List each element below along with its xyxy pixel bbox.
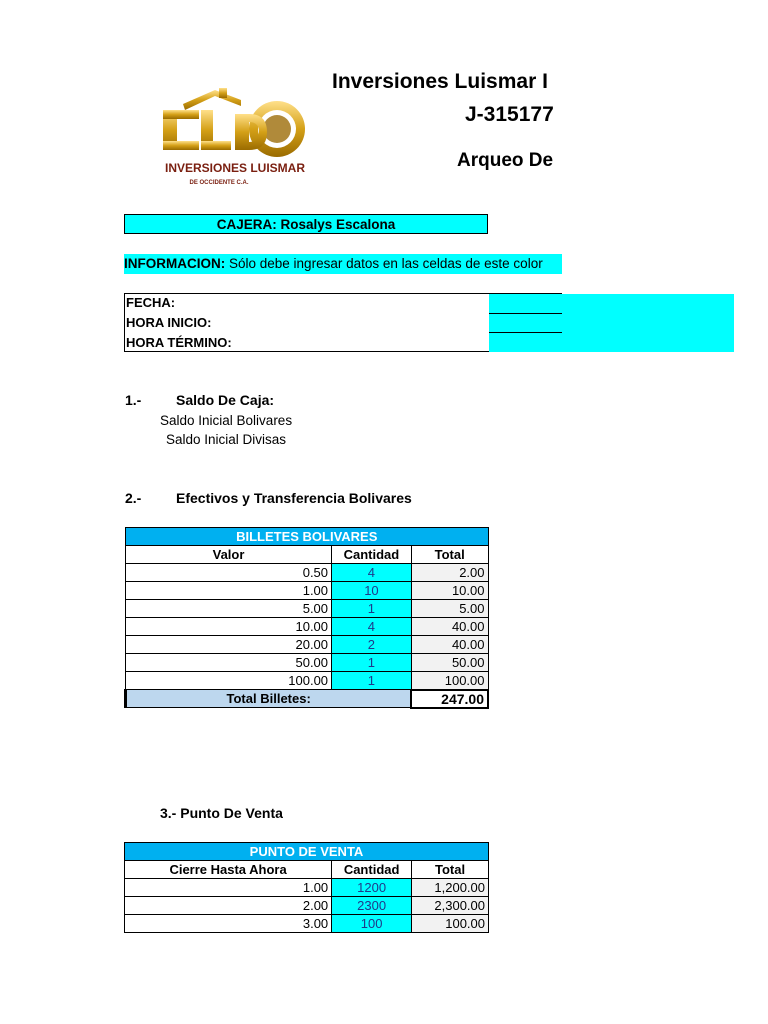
total-cell: 40.00 <box>411 636 488 654</box>
input-cells-overflow <box>562 294 734 352</box>
cantidad-input[interactable]: 1 <box>332 600 412 618</box>
punto-venta-title: PUNTO DE VENTA <box>125 843 489 861</box>
company-title: Inversiones Luismar I <box>332 70 548 93</box>
section3-title: 3.- Punto De Venta <box>160 805 283 821</box>
billetes-table <box>124 527 489 709</box>
table-row <box>126 618 489 636</box>
cierre-cell: 2.00 <box>125 897 332 915</box>
cierre-cell: 1.00 <box>125 879 332 897</box>
hora-inicio-input[interactable] <box>489 313 562 332</box>
fecha-label: FECHA: <box>126 295 176 310</box>
cantidad-input[interactable]: 2300 <box>332 897 412 915</box>
col-cantidad-header: Cantidad <box>332 861 412 879</box>
logo-graphic <box>155 84 315 188</box>
total-cell: 10.00 <box>411 582 488 600</box>
valor-cell: 0.50 <box>126 564 332 582</box>
col-total-header: Total <box>411 546 488 564</box>
section2-title: Efectivos y Transferencia Bolivares <box>176 490 412 506</box>
valor-cell: 10.00 <box>126 618 332 636</box>
punto-venta-table <box>124 842 489 933</box>
cierre-cell: 3.00 <box>125 915 332 933</box>
total-cell: 100.00 <box>411 672 488 690</box>
total-billetes-row <box>126 690 489 708</box>
total-cell: 2,300.00 <box>412 897 489 915</box>
total-cell: 50.00 <box>411 654 488 672</box>
col-total-header: Total <box>412 861 489 879</box>
col-valor-header: Valor <box>126 546 332 564</box>
table-row <box>126 582 489 600</box>
company-rif: J-315177 <box>465 103 554 126</box>
cantidad-input[interactable]: 2 <box>332 636 412 654</box>
table-row <box>126 672 489 690</box>
total-cell: 1,200.00 <box>412 879 489 897</box>
table-row <box>125 915 489 933</box>
info-banner <box>124 254 562 274</box>
section2-number: 2.- <box>125 490 142 506</box>
cantidad-input[interactable]: 100 <box>332 915 412 933</box>
saldo-inicial-bolivares: Saldo Inicial Bolivares <box>160 413 293 428</box>
cantidad-input[interactable]: 1 <box>332 654 412 672</box>
logo-brand-text: INVERSIONES LUISMAR <box>164 161 306 175</box>
fecha-input[interactable] <box>489 294 562 313</box>
info-text: Sólo debe ingresar datos en las celdas de este color <box>225 256 543 271</box>
company-logo <box>155 84 315 188</box>
hora-inicio-label: HORA INICIO: <box>126 315 212 330</box>
table-row <box>125 897 489 915</box>
col-cierre-header: Cierre Hasta Ahora <box>125 861 332 879</box>
dates-block <box>124 293 562 352</box>
section1-number: 1.- <box>125 392 142 408</box>
cantidad-input[interactable]: 4 <box>332 564 412 582</box>
cantidad-input[interactable]: 10 <box>332 582 412 600</box>
table-row <box>126 600 489 618</box>
valor-cell: 1.00 <box>126 582 332 600</box>
total-cell: 2.00 <box>411 564 488 582</box>
report-title: Arqueo De <box>457 150 554 171</box>
table-row <box>126 564 489 582</box>
hora-termino-input[interactable] <box>489 332 562 352</box>
billetes-table-title: BILLETES BOLIVARES <box>126 528 489 546</box>
logo-sub-text: DE OCCIDENTE C.A. <box>189 180 249 186</box>
col-cantidad-header: Cantidad <box>332 546 412 564</box>
total-cell: 100.00 <box>412 915 489 933</box>
valor-cell: 100.00 <box>126 672 332 690</box>
valor-cell: 5.00 <box>126 600 332 618</box>
cajera-cell[interactable]: CAJERA: Rosalys Escalona <box>124 214 488 234</box>
section1-title: Saldo De Caja: <box>176 392 275 408</box>
total-cell: 5.00 <box>411 600 488 618</box>
info-label: INFORMACION: <box>124 256 226 271</box>
table-row <box>126 654 489 672</box>
hora-termino-label: HORA TÉRMINO: <box>126 335 232 350</box>
total-billetes-value: 247.00 <box>411 690 488 708</box>
cantidad-input[interactable]: 1200 <box>332 879 412 897</box>
valor-cell: 50.00 <box>126 654 332 672</box>
table-row <box>126 636 489 654</box>
total-cell: 40.00 <box>411 618 488 636</box>
cantidad-input[interactable]: 1 <box>332 672 412 690</box>
valor-cell: 20.00 <box>126 636 332 654</box>
saldo-inicial-divisas: Saldo Inicial Divisas <box>166 432 287 447</box>
cantidad-input[interactable]: 4 <box>332 618 412 636</box>
total-billetes-label: Total Billetes: <box>126 690 412 708</box>
table-row <box>125 879 489 897</box>
